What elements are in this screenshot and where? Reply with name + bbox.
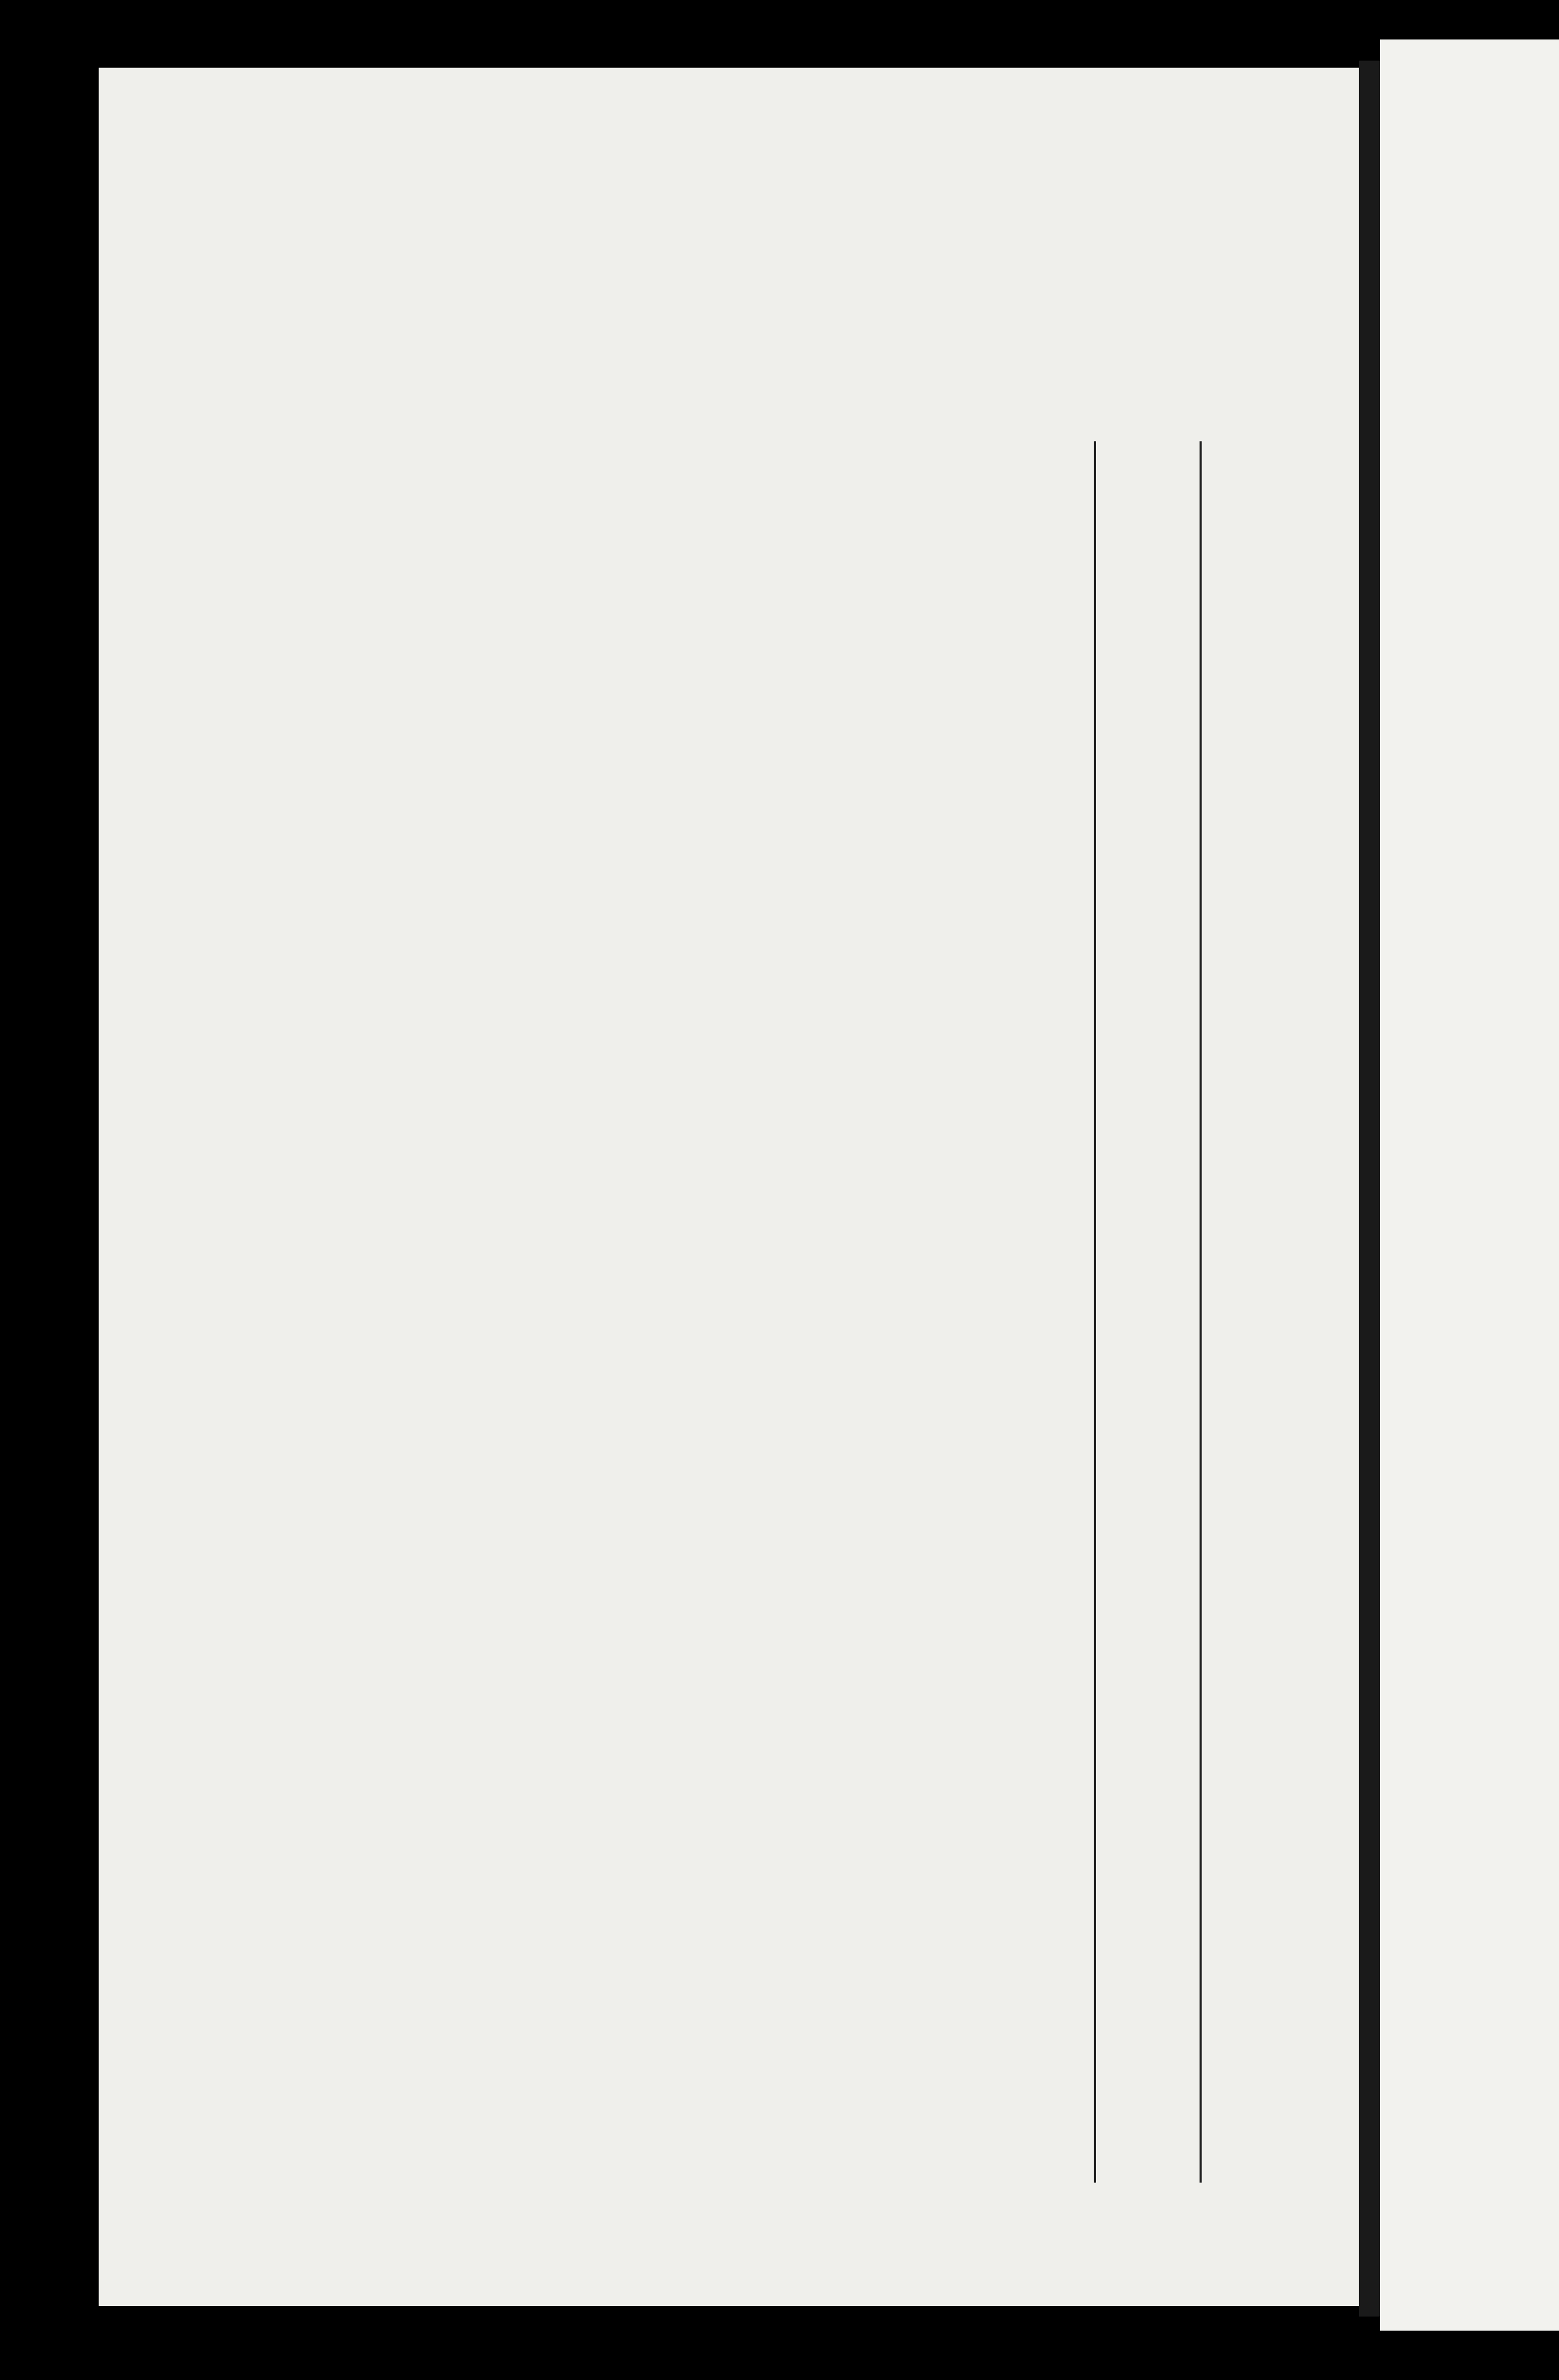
- facing-page-fragment: [1380, 39, 1559, 2331]
- binding-gutter: [1359, 61, 1380, 2317]
- column-rule-right: [1200, 441, 1202, 2183]
- left-page: [99, 68, 1359, 2306]
- column-rule-left: [1094, 441, 1096, 2183]
